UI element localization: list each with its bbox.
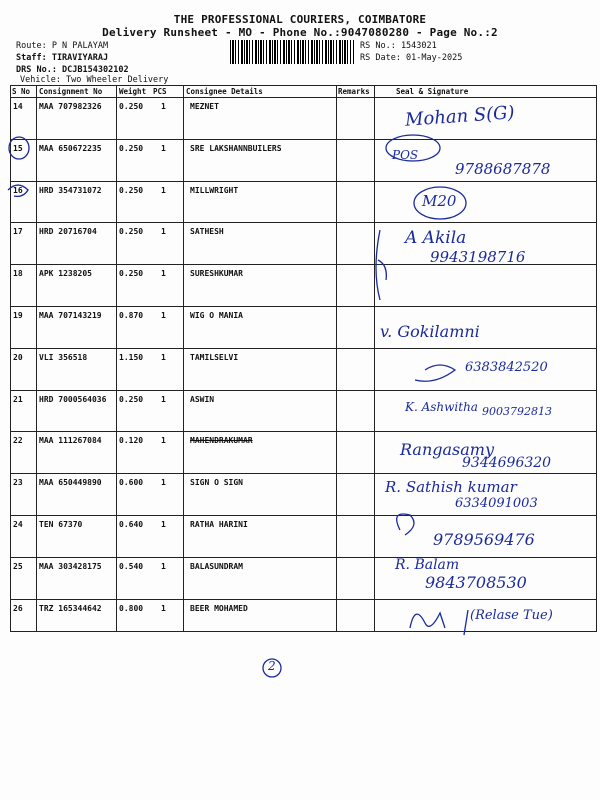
phone-row-23: 6334091003 — [455, 496, 538, 511]
cell-sno: 25 — [13, 562, 23, 571]
cell-consignment: HRD 354731072 — [39, 186, 102, 195]
signature-row-24: 9789569476 — [433, 530, 535, 549]
cell-weight: 0.870 — [119, 311, 144, 320]
signature-row-25: R. Balam — [395, 557, 460, 573]
cell-consignment: HRD 20716704 — [39, 227, 97, 236]
cell-consignment: VLI 356518 — [39, 353, 88, 362]
runsheet-subtitle: Delivery Runsheet - MO - Phone No.:9047080280 - Page No.:2 — [102, 26, 498, 39]
cell-weight: 0.250 — [119, 227, 144, 236]
phone-row-25: 9843708530 — [425, 573, 527, 592]
row24-signature-stroke — [397, 514, 414, 535]
cell-pcs: 1 — [161, 604, 166, 613]
staff: Staff: TIRAVIYARAJ — [16, 53, 109, 63]
phone-row-22: 9344696320 — [462, 455, 552, 471]
cell-pcs: 1 — [161, 227, 166, 236]
signature-row-17: A Akila — [405, 228, 467, 248]
cell-weight: 0.120 — [119, 436, 144, 445]
col-pcs: PCS — [153, 87, 167, 96]
cell-consignment: MAA 650672235 — [39, 144, 102, 153]
phone-row-17: 9943198716 — [430, 248, 526, 266]
cell-consignment: MAA 650449890 — [39, 478, 102, 487]
signature-row-22: Rangasamy — [400, 440, 494, 459]
cell-weight: 0.540 — [119, 562, 144, 571]
col-sno: S No — [12, 87, 31, 96]
cell-consignee: MAHENDRAKUMAR — [190, 436, 253, 445]
cell-consignee: MEZNET — [190, 102, 219, 111]
cell-pcs: 1 — [161, 478, 166, 487]
company-title: THE PROFESSIONAL COURIERS, COIMBATORE — [173, 13, 427, 26]
cell-pcs: 1 — [161, 269, 166, 278]
signature-row-19: v. Gokilamni — [380, 322, 480, 341]
cell-sno: 26 — [13, 604, 23, 613]
row26-signature-stroke — [410, 613, 445, 628]
signature-row-16: M20 — [422, 192, 457, 210]
rs-date: RS Date: 01-May-2025 — [360, 53, 463, 63]
cell-pcs: 1 — [161, 144, 166, 153]
vehicle: Vehicle: Two Wheeler Delivery — [20, 75, 169, 85]
cell-consignee: ASWIN — [190, 395, 215, 404]
cell-pcs: 1 — [161, 186, 166, 195]
cell-sno: 14 — [13, 102, 23, 111]
cell-sno: 23 — [13, 478, 23, 487]
cell-sno: 18 — [13, 269, 23, 278]
col-seal-signature: Seal & Signature — [396, 87, 469, 96]
cell-pcs: 1 — [161, 520, 166, 529]
stamp-pos: POS — [392, 148, 419, 162]
col-weight: Weight — [119, 87, 147, 96]
cell-sno: 16 — [13, 186, 23, 195]
cell-sno: 20 — [13, 353, 23, 362]
drs-number: DRS No.: DCJB154302102 — [16, 65, 129, 75]
cell-pcs: 1 — [161, 395, 166, 404]
cell-weight: 0.250 — [119, 102, 144, 111]
signature-row-21: K. Ashwitha — [405, 400, 478, 414]
cell-consignment: MAA 303428175 — [39, 562, 102, 571]
cell-consignment: MAA 707982326 — [39, 102, 102, 111]
signature-row-23: R. Sathish kumar — [385, 478, 517, 496]
cell-consignment: TEN 67370 — [39, 520, 83, 529]
col-remarks: Remarks — [338, 87, 370, 96]
cell-consignment: MAA 111267084 — [39, 436, 102, 445]
cell-sno: 21 — [13, 395, 23, 404]
row15-circle-mark — [9, 137, 29, 159]
row16-tick-mark — [8, 185, 28, 196]
cell-weight: 0.250 — [119, 395, 144, 404]
cell-sno: 17 — [13, 227, 23, 236]
cell-sno: 15 — [13, 144, 23, 153]
cell-consignee: BALASUNDRAM — [190, 562, 243, 571]
cell-consignee: TAMILSELVI — [190, 353, 239, 362]
cell-sno: 22 — [13, 436, 23, 445]
cell-weight: 0.640 — [119, 520, 144, 529]
signature-row-15: 9788687878 — [455, 160, 551, 178]
cell-consignee: WIG O MANIA — [190, 311, 243, 320]
row26-bracket — [464, 610, 468, 635]
cell-consignee: SRE LAKSHANNBUILERS — [190, 144, 282, 153]
cell-consignment: MAA 707143219 — [39, 311, 102, 320]
phone-row-20: 6383842520 — [465, 360, 548, 375]
signature-row-26: (Relase Tue) — [470, 608, 553, 623]
cell-consignee: SIGN O SIGN — [190, 478, 243, 487]
cell-sno: 19 — [13, 311, 23, 320]
row20-signature-stroke — [415, 365, 455, 381]
cell-consignee: BEER MOHAMED — [190, 604, 248, 613]
page-mark: 2 — [268, 659, 276, 673]
rs-number: RS No.: 1543021 — [360, 41, 437, 51]
cell-pcs: 1 — [161, 311, 166, 320]
cell-pcs: 1 — [161, 436, 166, 445]
cell-consignment: TRZ 165344642 — [39, 604, 102, 613]
cell-weight: 1.150 — [119, 353, 144, 362]
cell-weight: 0.250 — [119, 269, 144, 278]
cell-consignment: HRD 7000564036 — [39, 395, 107, 404]
cell-weight: 0.600 — [119, 478, 144, 487]
cell-pcs: 1 — [161, 562, 166, 571]
col-consignee: Consignee Details — [186, 87, 263, 96]
signature-row-14: Mohan S(G) — [404, 102, 516, 131]
cell-pcs: 1 — [161, 102, 166, 111]
cell-sno: 24 — [13, 520, 23, 529]
cell-pcs: 1 — [161, 353, 166, 362]
cell-consignment: APK 1238205 — [39, 269, 92, 278]
cell-weight: 0.250 — [119, 144, 144, 153]
cell-weight: 0.800 — [119, 604, 144, 613]
cell-weight: 0.250 — [119, 186, 144, 195]
col-consignment: Consignment No — [39, 87, 103, 96]
cell-consignee: SATHESH — [190, 227, 224, 236]
row17-18-stroke — [376, 230, 386, 300]
route: Route: P N PALAYAM — [16, 41, 109, 51]
cell-consignee: RATHA HARINI — [190, 520, 248, 529]
cell-consignee: SURESHKUMAR — [190, 269, 243, 278]
cell-consignee: MILLWRIGHT — [190, 186, 239, 195]
phone-row-21: 9003792813 — [482, 405, 552, 418]
